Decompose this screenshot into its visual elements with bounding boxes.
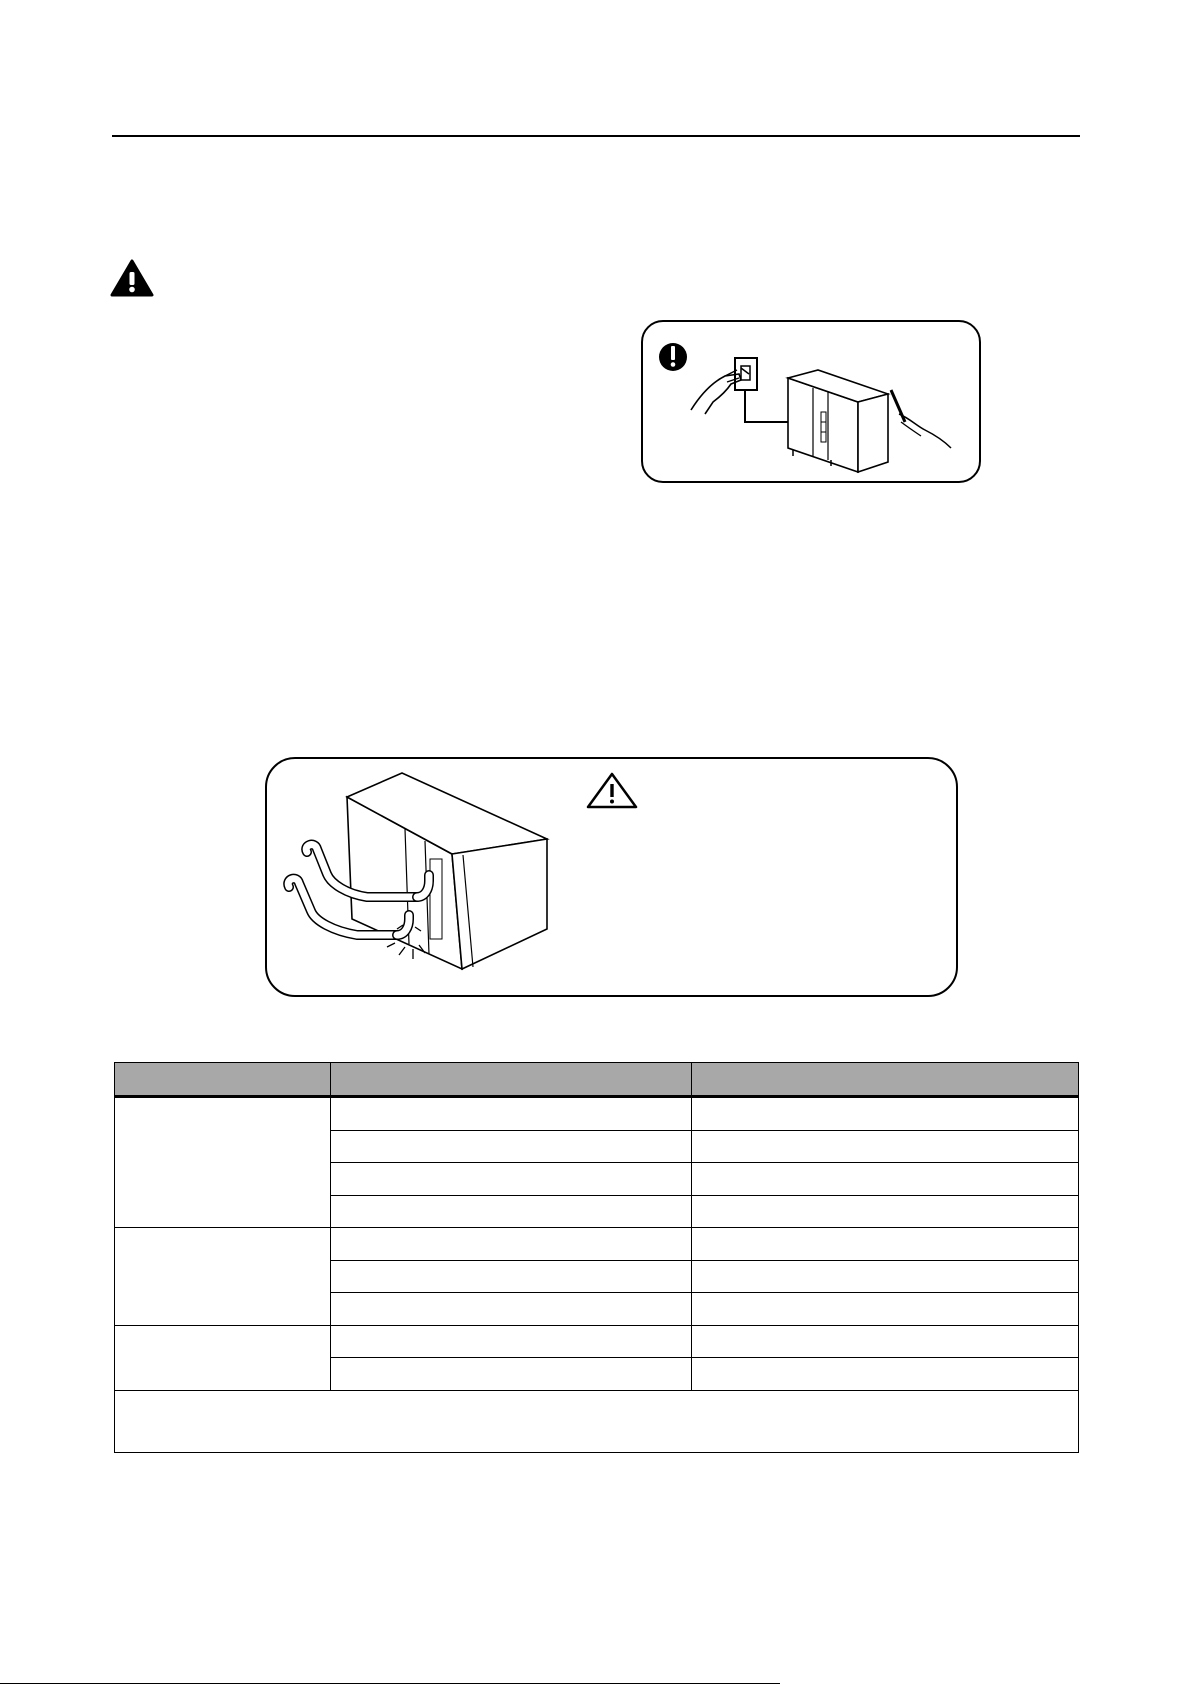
table-header-cell	[692, 1063, 1079, 1097]
table-cell	[331, 1163, 692, 1196]
group-label-cell	[115, 1325, 331, 1390]
group-label-cell	[115, 1228, 331, 1326]
spec-table	[114, 1062, 1079, 1453]
table-row	[115, 1097, 1079, 1131]
table-header-row	[115, 1063, 1079, 1097]
table-note-cell	[115, 1390, 1079, 1452]
footer-rule	[0, 1683, 780, 1684]
table-row	[115, 1325, 1079, 1358]
caution-triangle-icon	[588, 774, 636, 807]
table-cell	[692, 1260, 1079, 1293]
table-cell	[331, 1358, 692, 1391]
table-cell	[692, 1130, 1079, 1163]
table-cell	[331, 1130, 692, 1163]
table-cell	[331, 1293, 692, 1326]
pipes-illustration-panel	[265, 757, 958, 997]
power-illustration-panel	[641, 320, 981, 483]
table-note-row	[115, 1390, 1079, 1452]
table-cell	[692, 1358, 1079, 1391]
table-header-cell	[115, 1063, 331, 1097]
table-cell	[331, 1097, 692, 1131]
table-cell	[692, 1163, 1079, 1196]
table-cell	[692, 1325, 1079, 1358]
table-row	[115, 1228, 1079, 1261]
group-label-cell	[115, 1097, 331, 1228]
warning-triangle-icon	[110, 258, 154, 298]
power-switch-illustration	[643, 322, 979, 481]
table-cell	[331, 1325, 692, 1358]
table-cell	[331, 1260, 692, 1293]
table-header-cell	[331, 1063, 692, 1097]
table-cell	[692, 1195, 1079, 1228]
table-cell	[331, 1228, 692, 1261]
table-cell	[331, 1195, 692, 1228]
table-cell	[692, 1293, 1079, 1326]
exclamation-circle-icon	[659, 343, 687, 371]
heat-pump-pipes-illustration	[267, 759, 956, 995]
table-cell	[692, 1228, 1079, 1261]
header-rule	[112, 135, 1080, 137]
table-cell	[692, 1097, 1079, 1131]
